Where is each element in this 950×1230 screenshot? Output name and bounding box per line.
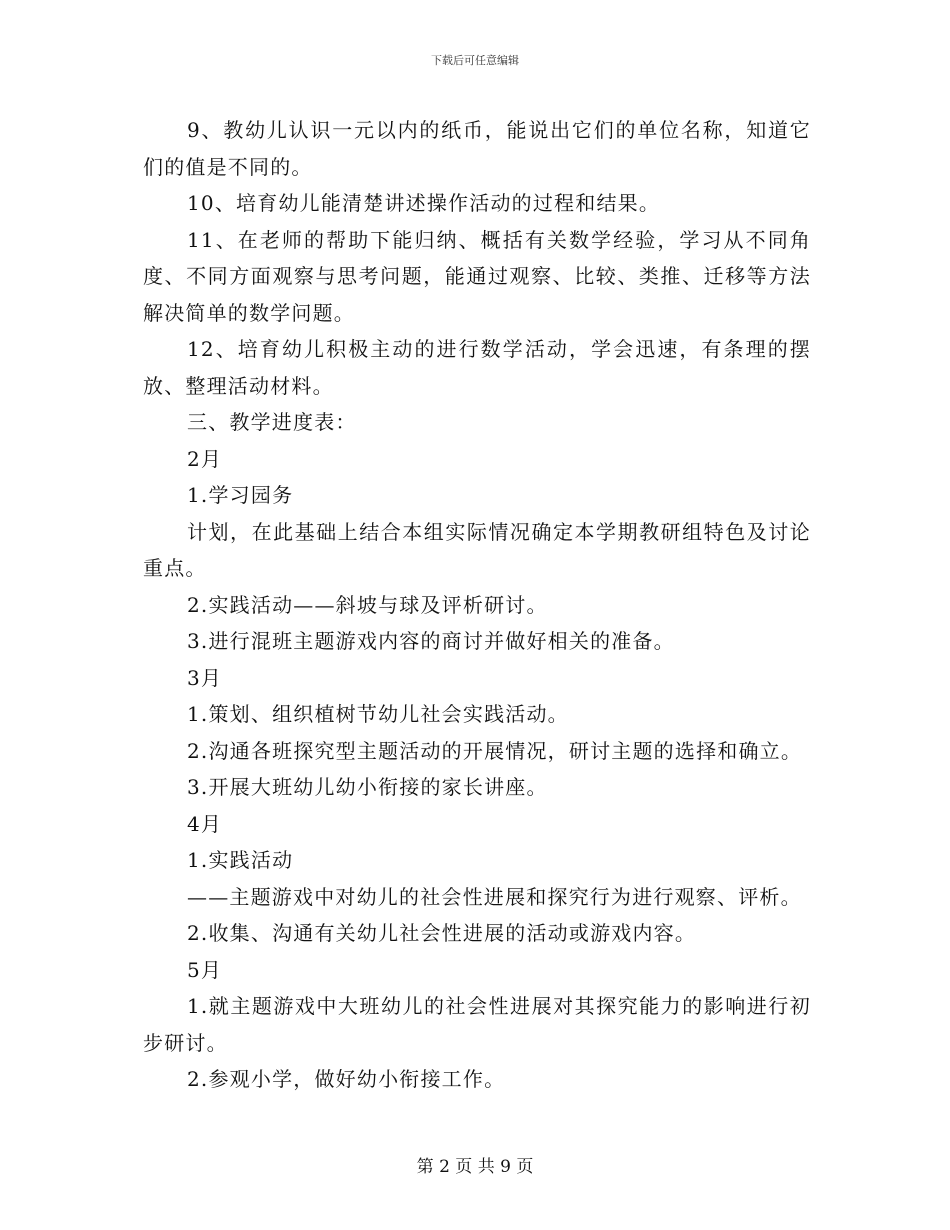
mar-item-2: 2.沟通各班探究型主题活动的开展情况，研讨主题的选择和确立。: [187, 738, 803, 763]
feb-item-1-continued: 计划，在此基础上结合本组实际情况确定本学期教研组特色及讨论重点。: [143, 519, 811, 580]
month-heading-apr: 4月: [187, 811, 223, 836]
feb-item-1: 1.学习园务: [187, 483, 294, 507]
may-item-1: 1.就主题游戏中大班幼儿的社会性进展对其探究能力的影响进行初步研讨。: [143, 994, 811, 1055]
month-heading-feb: 2月: [187, 446, 223, 471]
paragraph-item-11: 11、在老师的帮助下能归纳、概括有关数学经验，学习从不同角度、不同方面观察与思考问题，能通过观察、比较、类推、迁移等方法解决简单的数学问题。: [143, 227, 811, 325]
may-item-2: 2.参观小学，做好幼小衔接工作。: [187, 1067, 506, 1091]
document-body: [143, 112, 811, 1098]
feb-item-2: 2.实践活动——斜坡与球及评析研讨。: [187, 592, 548, 617]
month-heading-mar: 3月: [187, 665, 223, 690]
month-heading-may: 5月: [187, 957, 223, 982]
header-note: 下载后可任意编辑: [431, 54, 519, 67]
paragraph-item-10: 10、培育幼儿能清楚讲述操作活动的过程和结果。: [187, 191, 661, 215]
apr-item-1-continued: ——主题游戏中对幼儿的社会性进展和探究行为进行观察、评析。: [187, 884, 802, 909]
feb-item-3: 3.进行混班主题游戏内容的商讨并做好相关的准备。: [187, 629, 675, 653]
section-heading-schedule: 三、教学进度表：: [187, 410, 357, 434]
paragraph-item-9: 9、教幼儿认识一元以内的纸币，能说出它们的单位名称，知道它们的值是不同的。: [143, 118, 811, 179]
mar-item-1: 1.策划、组织植树节幼儿社会实践活动。: [187, 702, 569, 726]
mar-item-3: 3.开展大班幼儿幼小衔接的家长讲座。: [187, 775, 548, 799]
page-number: 第 2 页 共 9 页: [416, 1157, 534, 1177]
paragraph-item-12: 12、培育幼儿积极主动的进行数学活动，学会迅速，有条理的摆放、整理活动材料。: [143, 337, 811, 398]
apr-item-1: 1.实践活动: [187, 848, 294, 872]
apr-item-2: 2.收集、沟通有关幼儿社会性进展的活动或游戏内容。: [187, 921, 697, 945]
